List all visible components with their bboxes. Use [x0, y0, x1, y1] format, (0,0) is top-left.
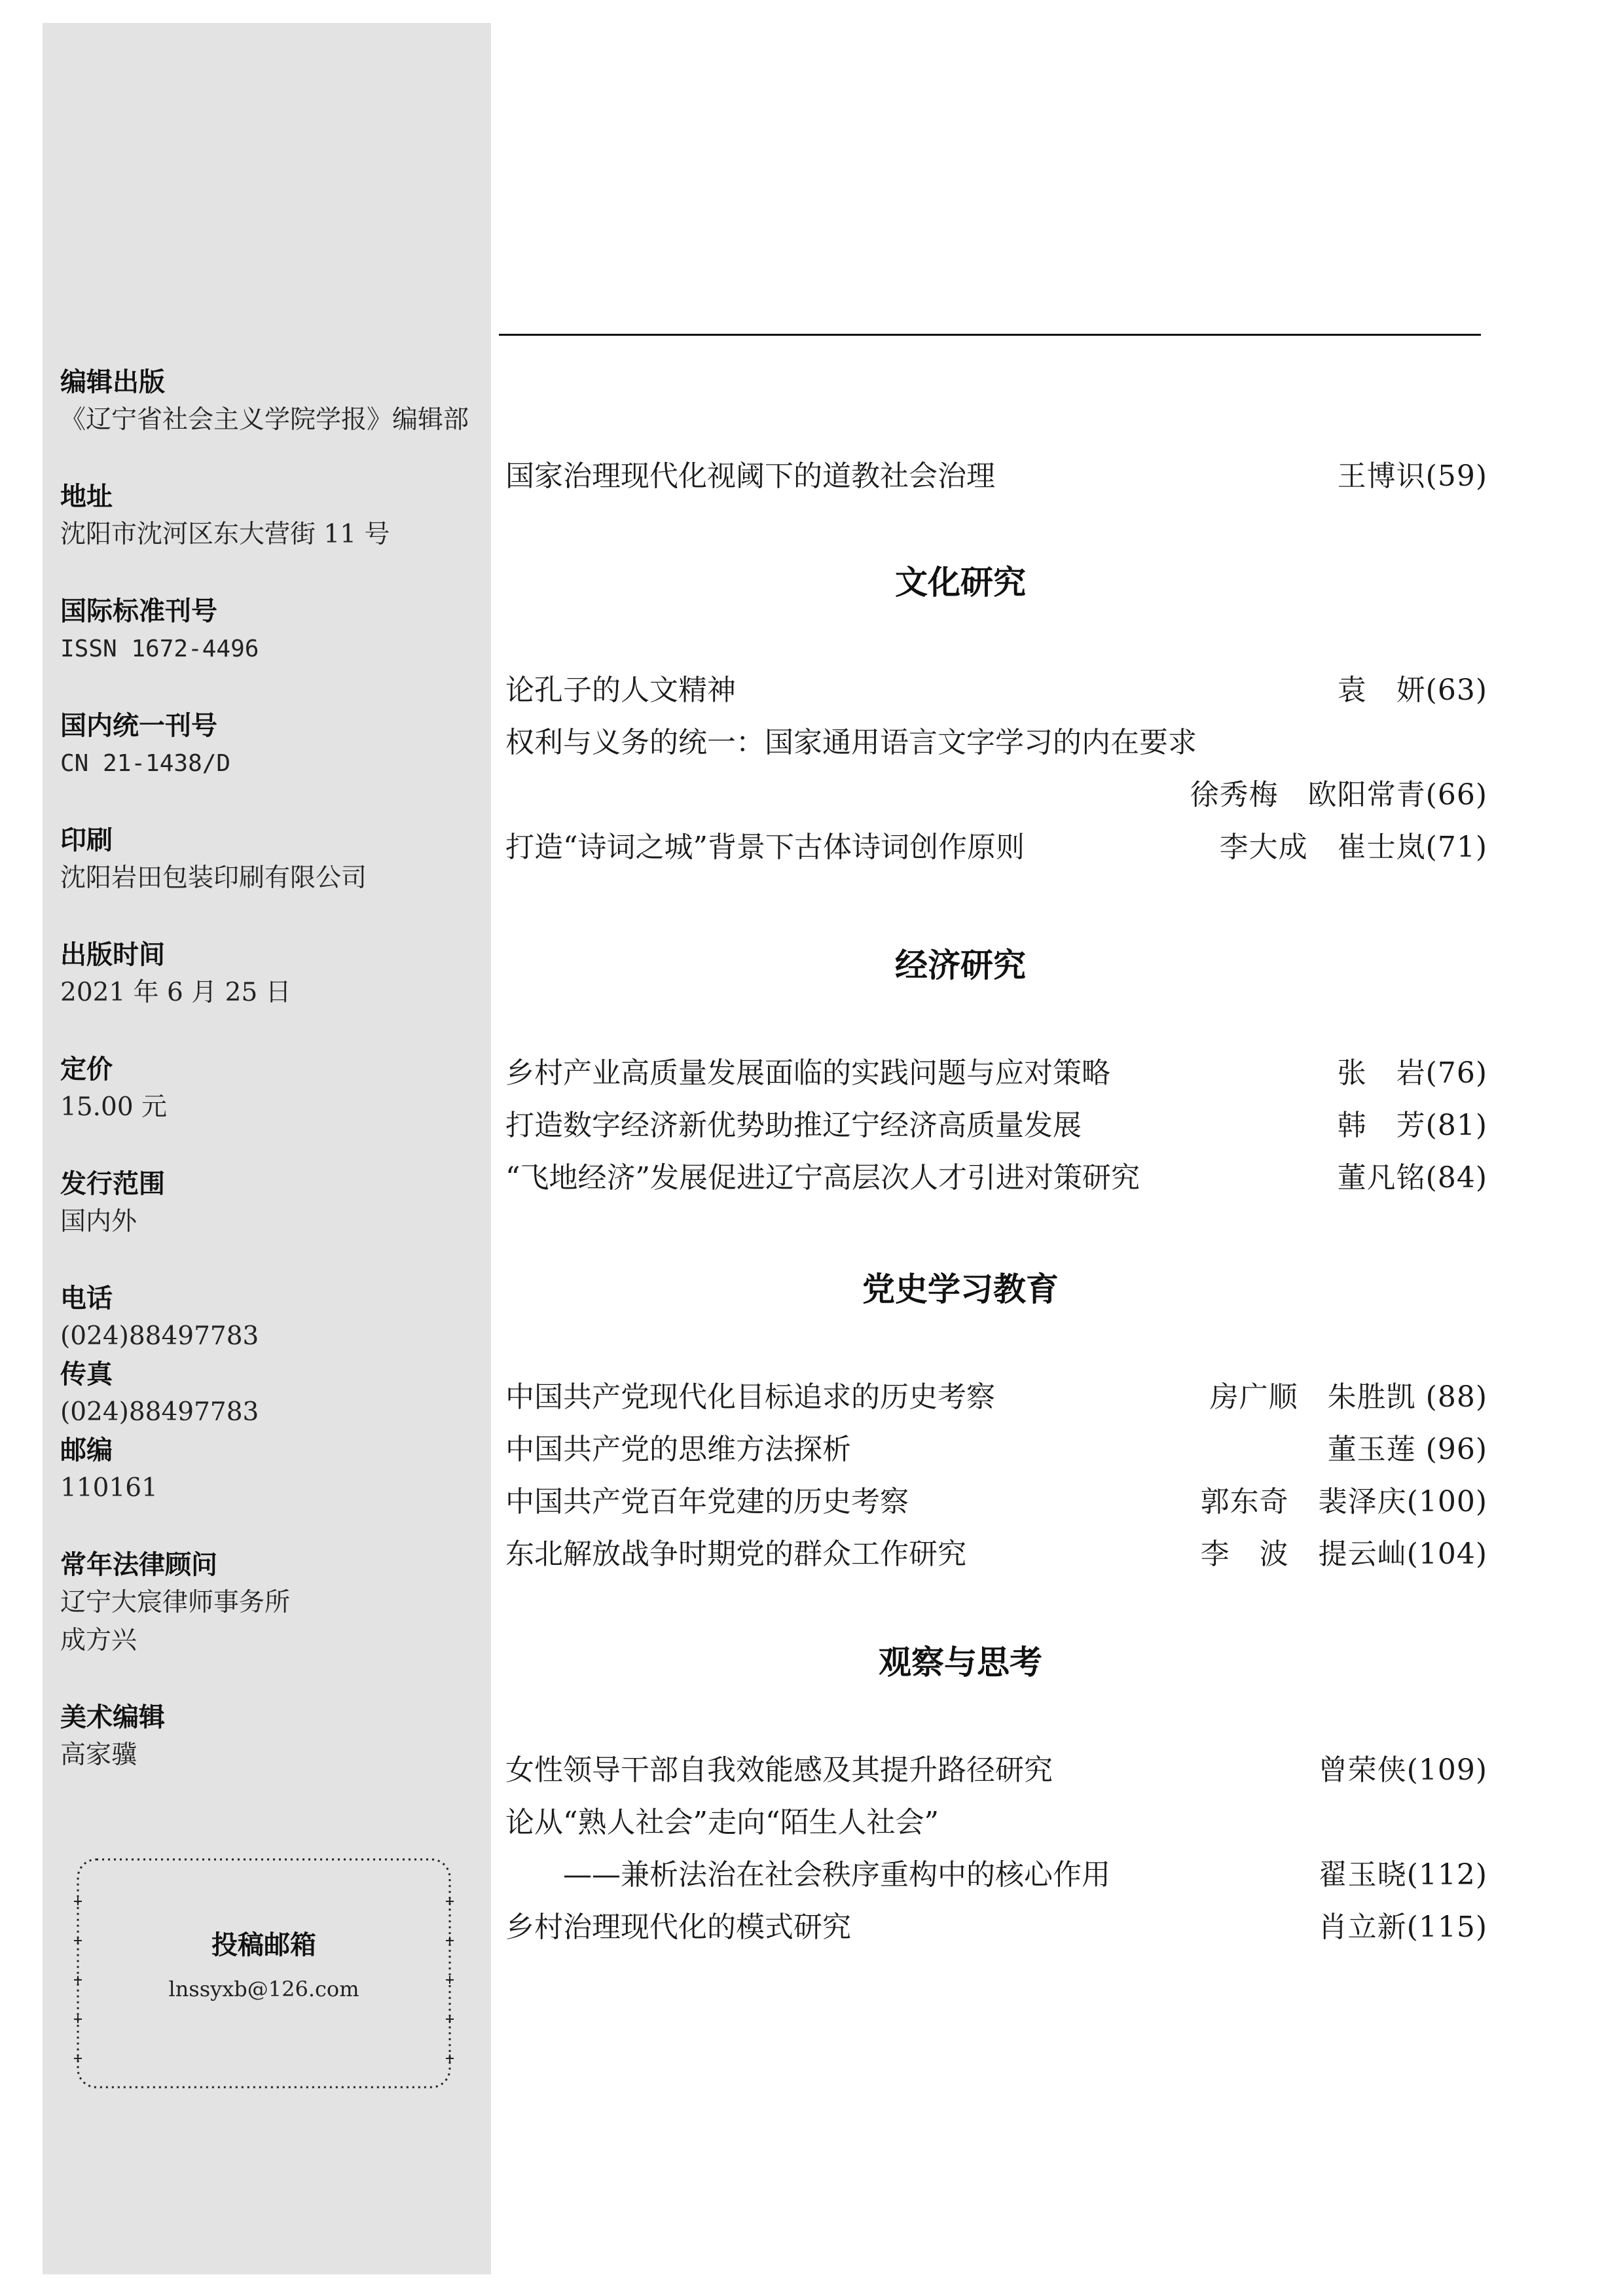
info-block-art-editor — [60, 1698, 165, 1774]
info-block-publisher — [60, 363, 469, 439]
article-author-page: 李 波 提云屾(104) — [1200, 1537, 1487, 1571]
submission-box — [74, 1856, 454, 2091]
info-value: 15.00 元 — [60, 1092, 168, 1122]
info-label: 发行范围 — [60, 1169, 165, 1199]
article-title: 打造“诗词之城”背景下古体诗词创作原则 — [505, 831, 1025, 864]
info-value: 成方兴 — [60, 1626, 137, 1655]
article-title: 论孔子的人文精神 — [505, 673, 736, 707]
info-value: 辽宁大宸律师事务所 — [60, 1588, 291, 1617]
info-block-distribution — [60, 1165, 165, 1241]
info-value: 沈阳市沈河区东大营街 11 号 — [60, 520, 390, 549]
toc-entry[interactable] — [505, 457, 1487, 496]
article-author-page: 徐秀梅 欧阳常青(66) — [1190, 778, 1487, 812]
article-author-page: 房广顺 朱胜凯 (88) — [1209, 1380, 1487, 1414]
toc-entry[interactable] — [505, 828, 1487, 867]
info-block-issn — [60, 592, 259, 668]
article-subtitle: ——兼析法治在社会秩序重构中的核心作用 — [505, 1858, 1110, 1892]
info-label: 传真 — [60, 1359, 113, 1390]
info-block-printer — [60, 821, 367, 897]
info-value: 沈阳岩田包装印刷有限公司 — [60, 863, 367, 893]
article-title: 中国共产党现代化目标追求的历史考察 — [505, 1380, 995, 1414]
toc-entry[interactable] — [505, 1378, 1487, 1417]
info-value: 110161 — [60, 1473, 158, 1503]
info-value: CN 21-1438/D — [60, 750, 231, 777]
submission-box-title: 投稿邮箱 — [211, 1930, 316, 1960]
section-heading-party-history: 党史学习教育 — [862, 1270, 1059, 1308]
toc-entry[interactable] — [505, 1430, 1487, 1469]
article-title: 东北解放战争时期党的群众工作研究 — [505, 1537, 966, 1571]
article-title: 乡村治理现代化的模式研究 — [505, 1910, 851, 1944]
toc-entry-continued[interactable] — [505, 776, 1487, 815]
article-title: 乡村产业高质量发展面临的实践问题与应对策略 — [505, 1056, 1110, 1090]
article-author-page: 董玉莲 (96) — [1327, 1433, 1487, 1466]
info-block-legal — [60, 1546, 290, 1660]
article-title: 中国共产党百年党建的历史考察 — [505, 1485, 909, 1518]
article-author-page: 肖立新(115) — [1318, 1910, 1487, 1944]
article-title: 中国共产党的思维方法探析 — [505, 1433, 851, 1466]
header-rule — [499, 334, 1481, 336]
info-label: 邮编 — [60, 1435, 113, 1465]
toc-entry[interactable] — [505, 1482, 1487, 1522]
toc-entry[interactable] — [505, 1908, 1487, 1947]
info-label: 美术编辑 — [60, 1702, 165, 1732]
section-heading-economy: 经济研究 — [895, 946, 1026, 984]
info-value: (024)88497783 — [60, 1397, 259, 1427]
toc-entry[interactable] — [505, 1158, 1487, 1198]
article-title: 女性领导干部自我效能感及其提升路径研究 — [505, 1753, 1053, 1787]
article-author-page: 董凡铭(84) — [1337, 1161, 1487, 1194]
info-value: (024)88497783 — [60, 1321, 259, 1351]
article-author-page: 韩 芳(81) — [1337, 1109, 1487, 1142]
info-label: 电话 — [60, 1283, 113, 1314]
info-value: 2021 年 6 月 25 日 — [60, 978, 291, 1007]
info-block-cn — [60, 707, 230, 783]
article-title: 权利与义务的统一：国家通用语言文字学习的内在要求 — [505, 726, 1197, 759]
submission-email[interactable]: lnssyxb@126.com — [168, 1977, 359, 2001]
section-heading-observation: 观察与思考 — [879, 1643, 1042, 1681]
toc-entry-subtitle[interactable] — [505, 1856, 1487, 1895]
info-block-price — [60, 1050, 167, 1126]
toc-entry[interactable] — [505, 671, 1487, 710]
section-heading-culture: 文化研究 — [895, 564, 1026, 601]
info-label: 编辑出版 — [60, 367, 165, 397]
article-author-page: 翟玉晓(112) — [1318, 1858, 1487, 1892]
info-block-contact — [60, 1280, 259, 1507]
masthead-sidebar — [43, 23, 491, 2274]
article-author-page: 张 岩(76) — [1337, 1056, 1487, 1090]
info-label: 国际标准刊号 — [60, 596, 217, 626]
toc-entry[interactable] — [505, 723, 1487, 762]
article-author-page: 李大成 崔士岚(71) — [1219, 831, 1487, 864]
info-label: 常年法律顾问 — [60, 1550, 217, 1580]
info-block-address — [60, 478, 390, 554]
info-label: 地址 — [60, 482, 113, 512]
article-author-page: 王博识(59) — [1337, 459, 1487, 493]
article-title: “飞地经济”发展促进辽宁高层次人才引进对策研究 — [505, 1161, 1140, 1194]
info-value: 国内外 — [60, 1207, 137, 1236]
toc-entry[interactable] — [505, 1535, 1487, 1574]
toc-entry[interactable] — [505, 1054, 1487, 1093]
article-author-page: 曾荣侠(109) — [1318, 1753, 1487, 1787]
toc-entry[interactable] — [505, 1106, 1487, 1145]
info-value: 《辽宁省社会主义学院学报》编辑部 — [60, 405, 469, 435]
info-label: 定价 — [60, 1054, 113, 1085]
article-title: 打造数字经济新优势助推辽宁经济高质量发展 — [505, 1109, 1082, 1142]
article-author-page: 郭东奇 裴泽庆(100) — [1200, 1485, 1487, 1518]
info-label: 国内统一刊号 — [60, 711, 217, 741]
info-value: ISSN 1672-4496 — [60, 636, 259, 662]
toc-entry[interactable] — [505, 1803, 1487, 1842]
article-title: 国家治理现代化视阈下的道教社会治理 — [505, 459, 995, 493]
info-value: 高家骥 — [60, 1740, 137, 1770]
article-title: 论从“熟人社会”走向“陌生人社会” — [505, 1806, 939, 1839]
article-author-page: 袁 妍(63) — [1337, 673, 1487, 707]
info-block-date — [60, 936, 291, 1012]
toc-entry[interactable] — [505, 1751, 1487, 1790]
info-label: 出版时间 — [60, 940, 165, 970]
info-label: 印刷 — [60, 825, 113, 855]
dotted-border-frame — [74, 1856, 454, 2091]
